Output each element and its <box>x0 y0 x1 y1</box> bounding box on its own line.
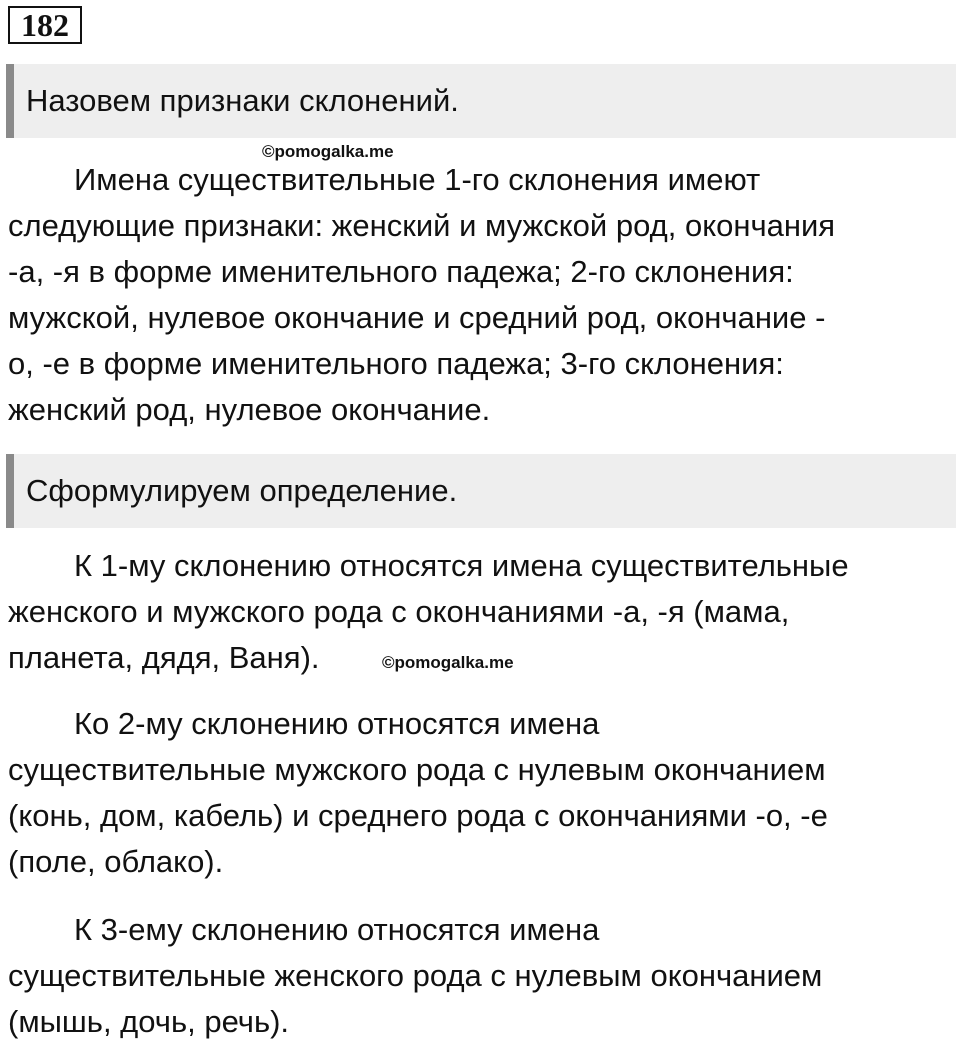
watermark-1: ©pomogalka.me <box>262 142 394 161</box>
paragraph-line: существительные женского рода с нулевым окончанием <box>8 958 823 993</box>
paragraph-line: о, -е в форме именительного падежа; 3-го склонения: <box>8 346 784 381</box>
section-header-definition: Сформулируем определение. <box>6 454 956 528</box>
paragraph-line: (конь, дом, кабель) и среднего рода с окончаниями -о, -е <box>8 798 828 833</box>
task-number: 182 <box>8 6 82 44</box>
paragraph-line: женского и мужского рода с окончаниями -а, -я (мама, <box>8 594 790 629</box>
paragraph-second-declension <box>8 701 948 885</box>
section-header-declension-features: Назовем признаки склонений. <box>6 64 956 138</box>
paragraph-declension-features <box>8 157 948 433</box>
paragraph-line: К 3-ему склонению относятся имена <box>74 912 600 947</box>
paragraph-line: существительные мужского рода с нулевым окончанием <box>8 752 826 787</box>
watermark-2: ©pomogalka.me <box>382 653 514 672</box>
paragraph-line: К 1-му склонению относятся имена существительные <box>74 548 849 583</box>
paragraph-line: -а, -я в форме именительного падежа; 2-го склонения: <box>8 254 794 289</box>
paragraph-line: (мышь, дочь, речь). <box>8 1004 290 1039</box>
paragraph-line: Имена существительные 1-го склонения имеют <box>74 162 761 197</box>
paragraph-line: следующие признаки: женский и мужской род, окончания <box>8 208 836 243</box>
paragraph-line: планета, дядя, Ваня). <box>8 640 320 675</box>
paragraph-line: Ко 2-му склонению относятся имена <box>74 706 600 741</box>
paragraph-third-declension <box>8 907 948 1045</box>
paragraph-line: женский род, нулевое окончание. <box>8 392 491 427</box>
paragraph-line: (поле, облако). <box>8 844 224 879</box>
paragraph-line: мужской, нулевое окончание и средний род, окончание - <box>8 300 826 335</box>
